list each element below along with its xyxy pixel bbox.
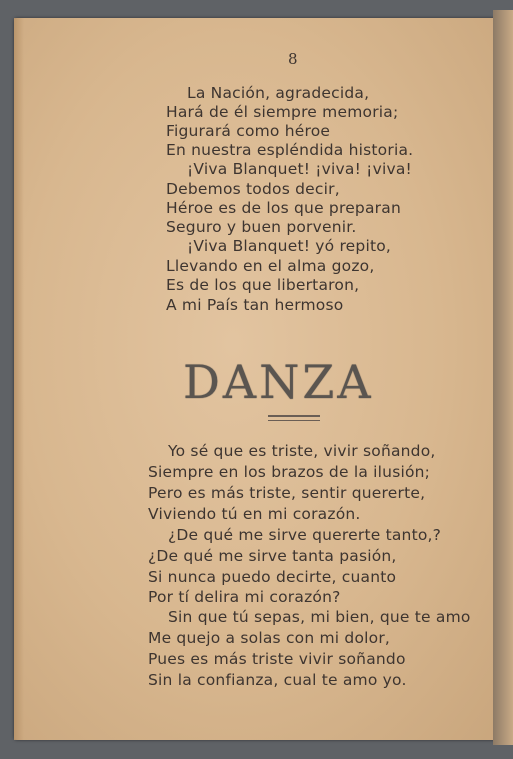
section-title: DANZA (183, 355, 374, 409)
page-binding-shadow (14, 18, 24, 740)
poem-line: Por tí delira mi corazón? (148, 588, 341, 606)
poem-line: ¡Viva Blanquet! yó repito, (187, 237, 392, 255)
poem-line: Llevando en el alma gozo, (166, 257, 375, 275)
poem-line: Sin la confianza, cual te amo yo. (148, 671, 407, 689)
poem-line: Figurará como héroe (166, 122, 331, 140)
poem-line: Es de los que libertaron, (166, 276, 360, 294)
poem-line: Yo sé que es triste, vivir soñando, (168, 442, 436, 460)
poem-line: En nuestra espléndida historia. (166, 141, 414, 159)
poem-line: Sin que tú sepas, mi bien, que te amo (168, 608, 471, 626)
poem-line: Me quejo a solas con mi dolor, (148, 629, 391, 647)
poem-line: La Nación, agradecida, (187, 84, 370, 102)
poem-line: ¡Viva Blanquet! ¡viva! ¡viva! (187, 160, 412, 178)
poem-line: Hará de él siempre memoria; (166, 103, 399, 121)
poem-line: Siempre en los brazos de la ilusión; (148, 463, 431, 481)
poem-line: Pero es más triste, sentir quererte, (148, 484, 426, 502)
poem-line: Pues es más triste vivir soñando (148, 650, 406, 668)
poem-line: Debemos todos decir, (166, 180, 340, 198)
page-number: 8 (288, 50, 298, 68)
poem-line: ¿De qué me sirve quererte tanto,? (168, 526, 442, 544)
title-ornament (268, 415, 320, 425)
poem-line: Si nunca puedo decirte, cuanto (148, 568, 397, 586)
poem-line: Seguro y buen porvenir. (166, 218, 357, 236)
poem-line: Héroe es de los que preparan (166, 199, 401, 217)
poem-line: Viviendo tú en mi corazón. (148, 505, 361, 523)
next-page-edge (493, 10, 513, 745)
poem-line: A mi País tan hermoso (166, 296, 344, 314)
poem-line: ¿De qué me sirve tanta pasión, (148, 547, 397, 565)
